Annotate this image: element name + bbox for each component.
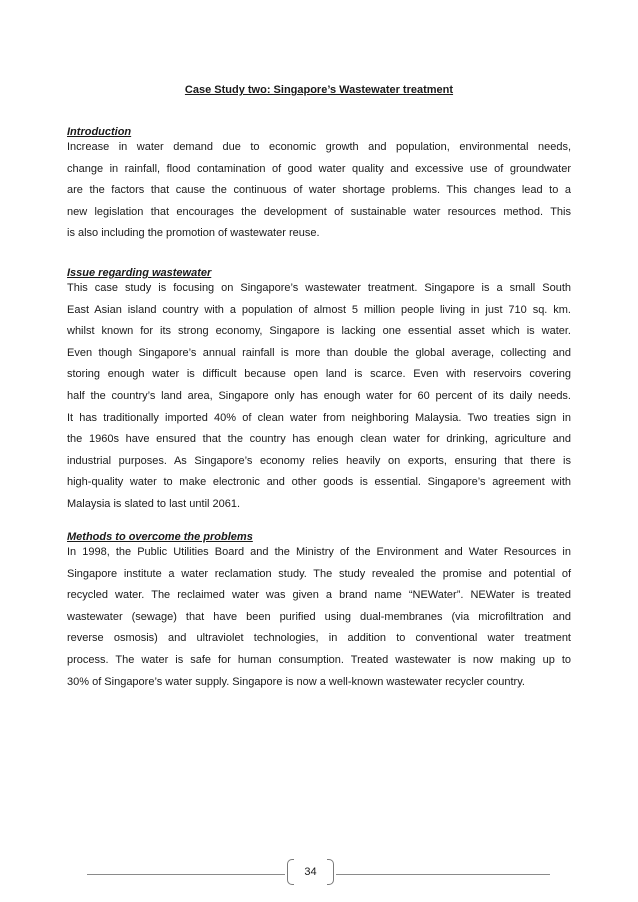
- section-paragraph-introduction: [67, 137, 571, 245]
- paragraph-line: change in rainfall, flood contamination of good water quality and excessive use of groundwater: [67, 162, 571, 175]
- section-paragraph-issue: [67, 278, 571, 516]
- paragraph-line: high-quality water to make electronic and other goods is essential. Singapore’s agreement with: [67, 476, 571, 489]
- paragraph-line: whilst known for its strong economy, Singapore is lacking one essential asset which is water.: [67, 325, 571, 338]
- paragraph-line: Even though Singapore’s annual rainfall is more than double the global average, collecting and: [67, 346, 571, 359]
- paragraph-line: Increase in water demand due to economic growth and population, environmental needs,: [67, 141, 571, 153]
- paragraph-line: new legislation that encourages the development of sustainable water resources method. This: [67, 205, 571, 218]
- paragraph-line: wastewater (sewage) that have been purified using dual-membranes (via microfiltration and: [67, 610, 571, 623]
- footer-rule-right: [336, 874, 550, 875]
- section-paragraph-methods: [67, 542, 571, 693]
- paragraph-line: are the factors that cause the continuous of water shortage problems. This changes lead to a: [67, 184, 571, 197]
- paragraph-line: reverse osmosis) and ultraviolet technologies, in addition to conventional water treatment: [67, 632, 571, 645]
- paragraph-line: storing enough water is difficult because open land is scarce. Even with reservoirs covering: [67, 368, 571, 381]
- paragraph-line: the 1960s have ensured that the country has enough clean water for drinking, agriculture and: [67, 433, 571, 446]
- paragraph-line: It has traditionally imported 40% of clean water from neighboring Malaysia. Two treaties sign in: [67, 411, 571, 424]
- section-heading-introduction: Introduction: [67, 126, 132, 138]
- paragraph-line: Singapore institute a water reclamation study. The study revealed the promise and potential of: [67, 567, 571, 580]
- page-number: 34: [304, 866, 317, 878]
- paragraph-line: This case study is focusing on Singapore’s wastewater treatment. Singapore is a small South: [67, 282, 571, 294]
- paragraph-line: 30% of Singapore’s water supply. Singapore is now a well-known wastewater recycler country.: [67, 675, 525, 688]
- page-number-bracket-right: [327, 859, 334, 885]
- paragraph-line: is also including the promotion of wastewater reuse.: [67, 227, 320, 240]
- paragraph-line: recycled water. The reclaimed water was given a brand name “NEWater”. NEWater is treated: [67, 589, 571, 602]
- paragraph-line: Malaysia is slated to last until 2061.: [67, 497, 241, 510]
- page-number-bracket-left: [287, 859, 294, 885]
- footer-rule-left: [87, 874, 285, 875]
- paragraph-line: industrial purposes. As Singapore’s economy relies heavily on exports, ensuring that there is: [67, 454, 571, 467]
- document-title: Case Study two: Singapore’s Wastewater treatment: [184, 84, 454, 96]
- paragraph-line: East Asian island country with a population of almost 5 million people living in just 710 sq. km.: [67, 303, 571, 316]
- section-heading-methods: Methods to overcome the problems: [67, 531, 253, 543]
- paragraph-line: In 1998, the Public Utilities Board and the Ministry of the Environment and Water Resources in: [67, 546, 571, 558]
- paragraph-line: process. The water is safe for human consumption. Treated wastewater is now making up to: [67, 653, 571, 666]
- paragraph-line: half the country’s land area, Singapore only has enough water for 60 percent of its daily needs.: [67, 389, 571, 402]
- section-heading-issue: Issue regarding wastewater: [67, 267, 212, 279]
